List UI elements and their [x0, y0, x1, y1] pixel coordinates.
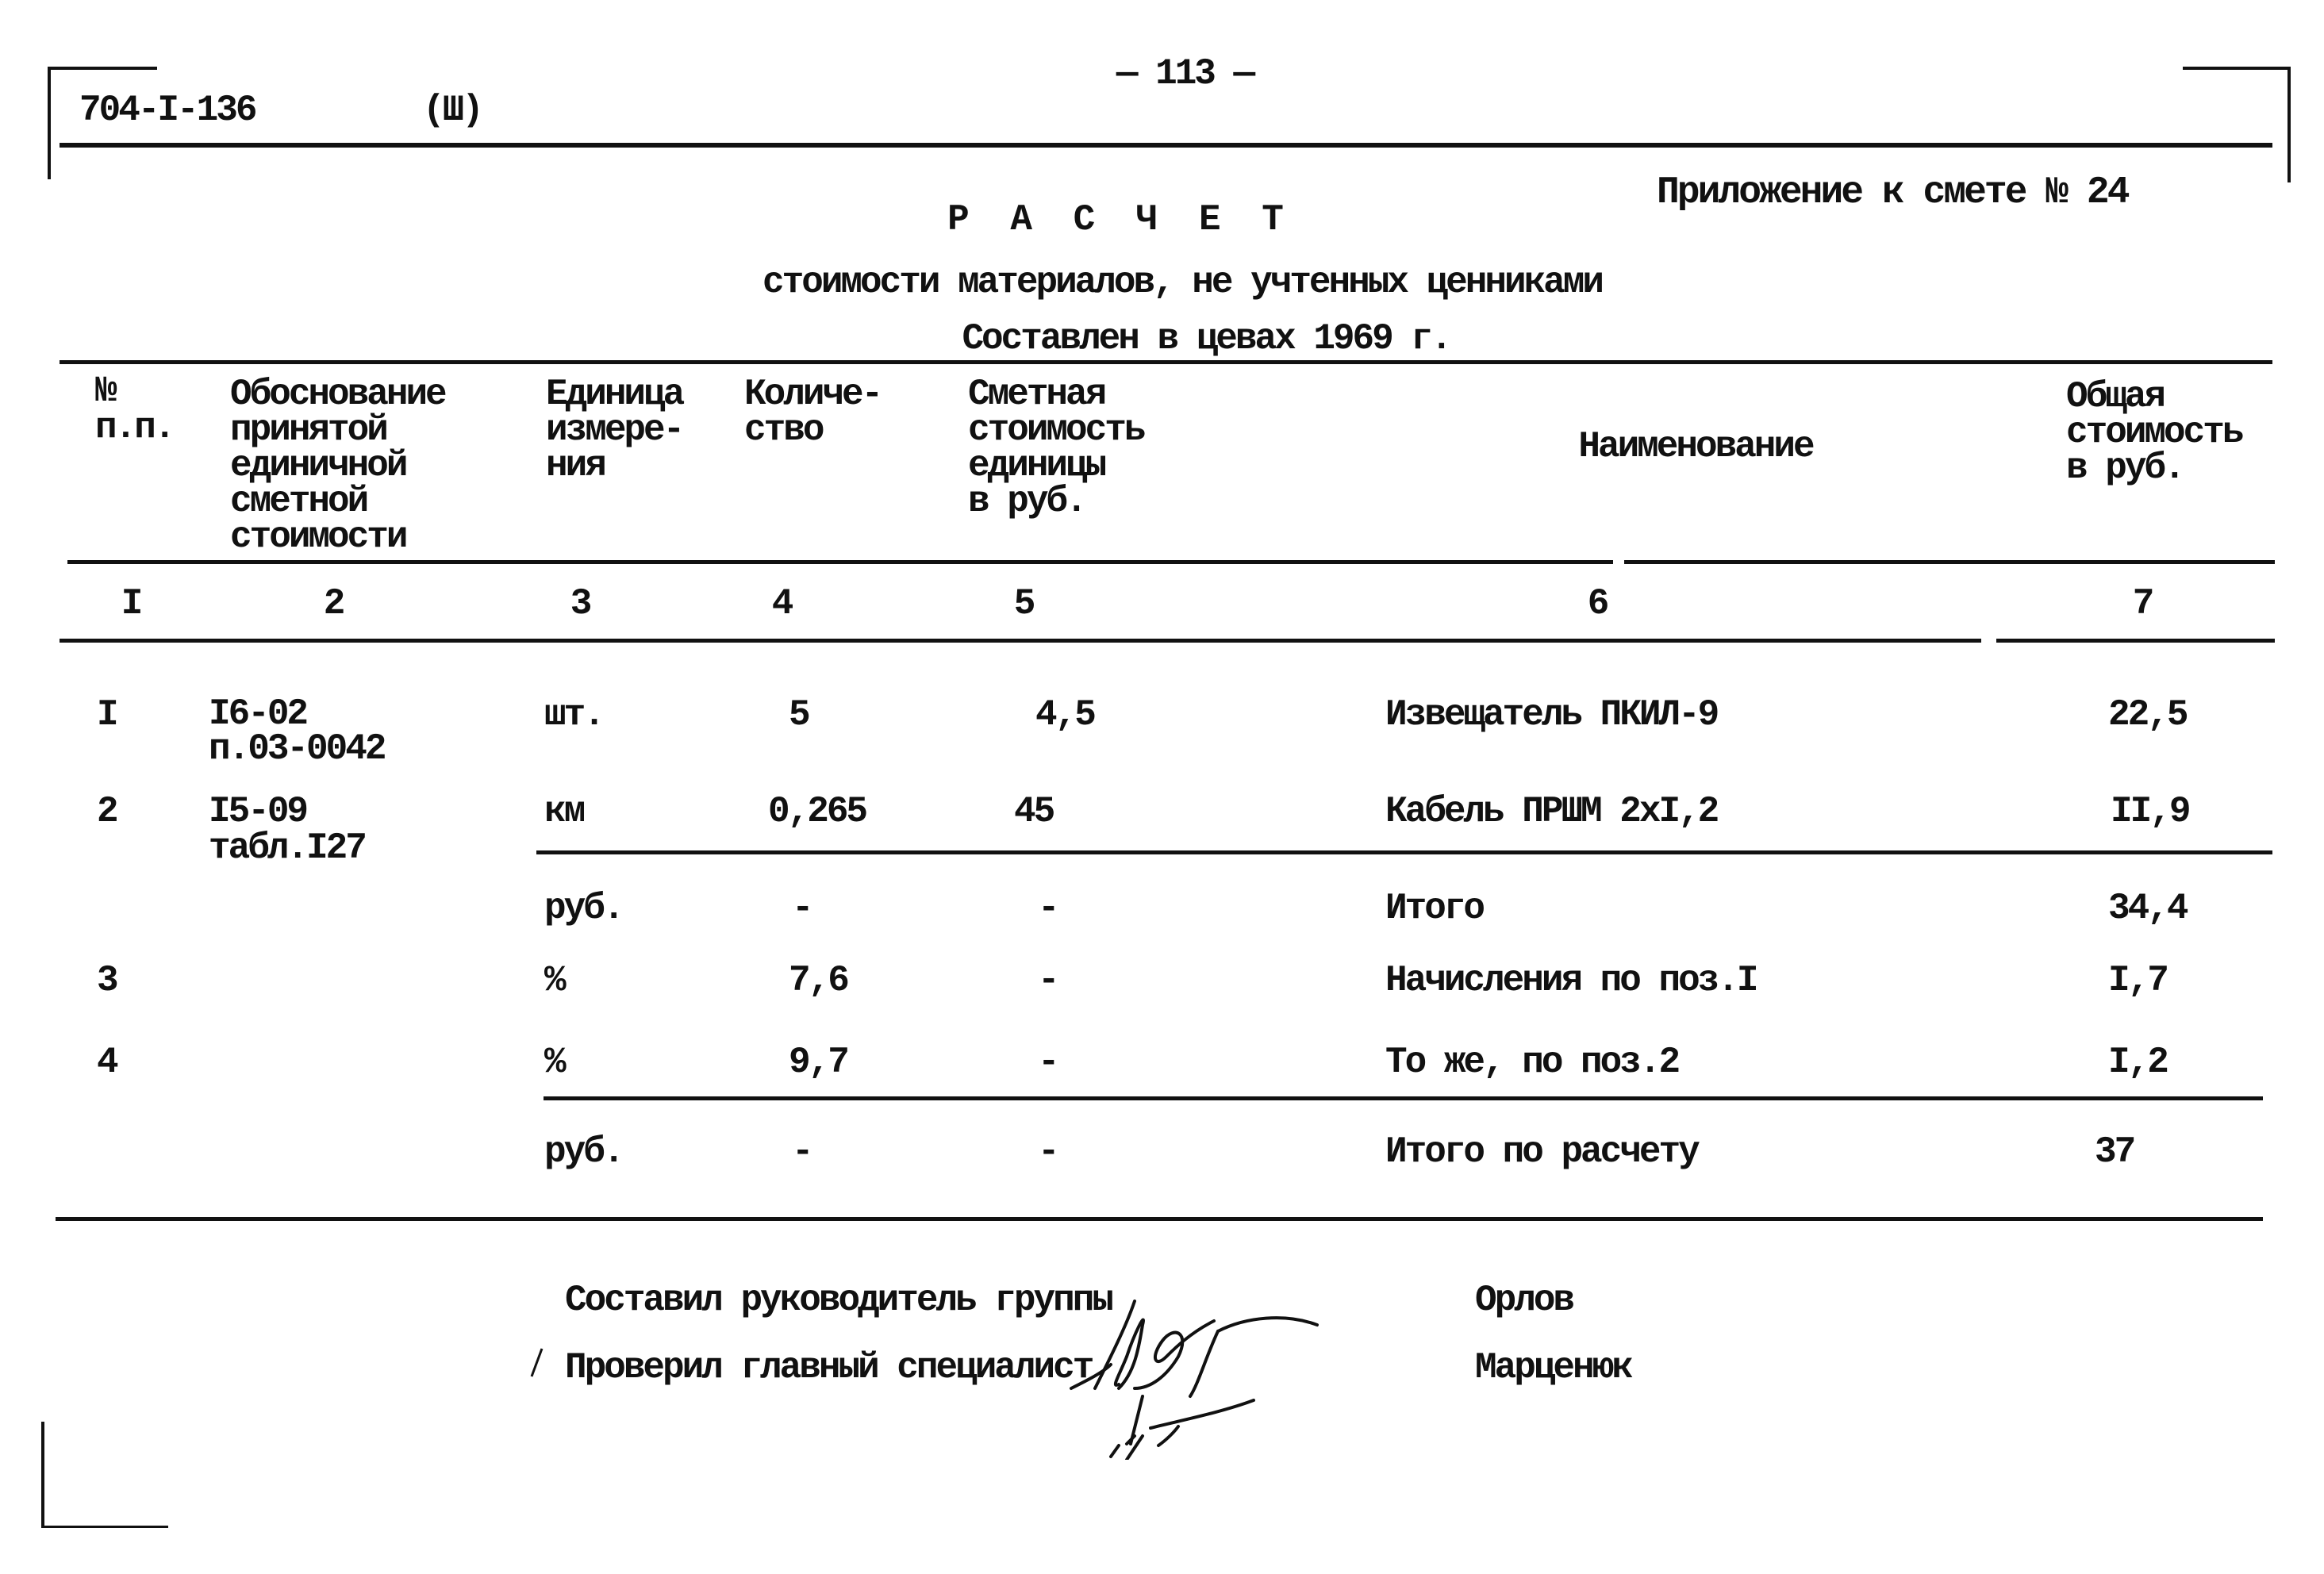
row3-qty: 7,6 [789, 960, 847, 1001]
subtotal-total: 34,4 [2108, 888, 2187, 929]
table-top-rule [60, 360, 2272, 364]
subtotal-qty: - [792, 888, 812, 929]
row3-unit: % [544, 960, 564, 1001]
appendix-label: Приложение к смете № 24 [1657, 171, 2128, 214]
row2-num: 2 [97, 791, 117, 832]
grand-total-qty: - [792, 1131, 812, 1173]
col-number-1: I [121, 583, 141, 624]
volume-number: (Ш) [423, 90, 482, 131]
corner-mark-top-left [48, 67, 157, 70]
document-subtitle: стоимости материалов, не учтенных ценниками [763, 262, 1602, 303]
col-number-4: 4 [771, 583, 792, 624]
row1-unit: шт. [544, 694, 603, 735]
grand-total-unit: руб. [544, 1131, 623, 1173]
subtotal-name: Итого [1385, 888, 1484, 929]
numbers-rule-left [60, 639, 1981, 643]
col-number-2: 2 [323, 583, 344, 624]
col-header-unit-cost: Сметная стоимость единицы в руб. [968, 374, 1144, 522]
grand-total-name: Итого по расчету [1385, 1131, 1698, 1173]
page-number: — 113 — [1116, 53, 1254, 94]
row2-unit-cost: 45 [1014, 791, 1054, 832]
row3-total: I,7 [2108, 960, 2167, 1001]
col-number-3: 3 [570, 583, 590, 624]
document-title: Р А С Ч Е Т [947, 199, 1293, 240]
corner-mark-top-left-vertical [48, 67, 51, 179]
row1-num: I [97, 694, 117, 735]
row4-unit: % [544, 1042, 564, 1083]
row2-total: II,9 [2111, 791, 2189, 832]
row4-qty: 9,7 [789, 1042, 847, 1083]
row1-qty: 5 [789, 694, 809, 735]
col-number-5: 5 [1013, 583, 1034, 624]
price-basis: Составлен в цевах 1969 г. [962, 318, 1450, 359]
checked-by-label: Проверил главный специалист [565, 1347, 1093, 1388]
col-number-7: 7 [2132, 583, 2153, 624]
checked-by-name: Марценюк [1475, 1347, 1631, 1388]
col-header-name: Наименование [1578, 426, 1813, 467]
document-code: 704-I-136 [79, 90, 255, 131]
row3-num: 3 [97, 960, 117, 1001]
col-number-6: 6 [1587, 583, 1608, 624]
corner-mark-bottom-left [41, 1526, 168, 1528]
row2-basis: I5-09 табл.I27 [209, 791, 365, 869]
grand-total-unit-cost: - [1038, 1131, 1058, 1173]
row1-unit-cost: 4,5 [1035, 694, 1094, 735]
row2-name: Кабель ПРШМ 2xI,2 [1385, 791, 1718, 832]
subtotal-unit: руб. [544, 888, 623, 929]
col-header-unit: Единица измере- ния [546, 374, 683, 486]
row4-num: 4 [97, 1042, 117, 1083]
col-header-total: Общая стоимость в руб. [2066, 376, 2242, 489]
row1-total: 22,5 [2108, 694, 2187, 735]
handwritten-signature [508, 1238, 1460, 1460]
row1-basis: I6-02 п.03-0042 [209, 693, 385, 770]
col-header-basis: Обоснование принятой единичной сметной стоимости [230, 374, 445, 558]
row1-name: Извещатель ПКИЛ-9 [1385, 694, 1718, 735]
row4-unit-cost: - [1038, 1042, 1058, 1083]
compiled-by-name: Орлов [1475, 1280, 1573, 1321]
row2-unit: км [544, 791, 584, 832]
grand-total-total: 37 [2095, 1131, 2134, 1173]
subtotal-rule [536, 850, 2272, 854]
header-bottom-rule-right [1624, 560, 2275, 564]
corner-mark-bottom-left-vertical [41, 1422, 44, 1528]
row4-total: I,2 [2108, 1042, 2167, 1083]
subtotal-unit-cost: - [1038, 888, 1058, 929]
row4-name: То же, по поз.2 [1385, 1042, 1679, 1083]
corner-mark-top-right-vertical [2288, 67, 2291, 182]
corner-mark-top-right [2183, 67, 2291, 70]
row2-qty: 0,265 [768, 791, 866, 832]
col-header-number: № п.п. [95, 370, 174, 448]
table-bottom-rule [56, 1217, 2263, 1221]
header-bottom-rule-left [67, 560, 1613, 564]
row3-unit-cost: - [1038, 960, 1058, 1001]
compiled-by-label: Составил руководитель группы [565, 1280, 1112, 1321]
numbers-rule-right [1996, 639, 2275, 643]
col-header-quantity: Количе- ство [744, 374, 882, 451]
header-rule [60, 143, 2272, 148]
grand-total-rule [544, 1096, 2263, 1100]
row3-name: Начисления по поз.I [1385, 960, 1757, 1001]
